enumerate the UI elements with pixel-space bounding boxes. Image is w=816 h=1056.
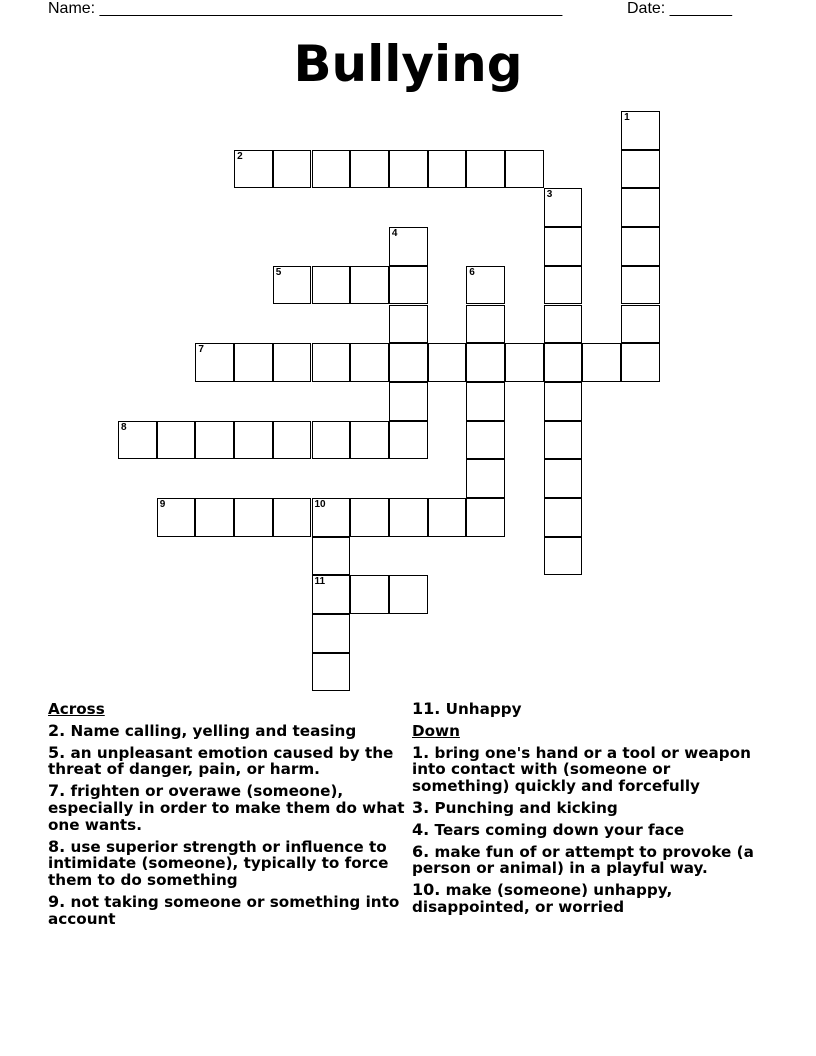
clue-text: Tears coming down your face <box>434 820 685 839</box>
crossword-cell[interactable] <box>350 266 389 305</box>
crossword-cell[interactable] <box>505 150 544 189</box>
crossword-cell[interactable] <box>544 266 583 305</box>
crossword-cell[interactable] <box>582 343 621 382</box>
crossword-cell[interactable] <box>544 537 583 576</box>
crossword-cell[interactable] <box>312 614 351 653</box>
clue-text: frighten or overawe (someone), especially in order to make them do what one wants. <box>48 782 405 834</box>
clue-number: 6. <box>412 841 430 861</box>
clue-text: Unhappy <box>445 700 522 718</box>
cell-number: 4 <box>391 228 398 240</box>
crossword-cell[interactable] <box>389 227 428 266</box>
across-clue <box>48 783 413 833</box>
crossword-cell[interactable] <box>195 343 234 382</box>
crossword-cell[interactable] <box>234 498 273 537</box>
crossword-cell[interactable] <box>312 498 351 537</box>
crossword-cell[interactable] <box>544 188 583 227</box>
clue-text: make (someone) unhappy, disappointed, or worried <box>412 881 673 916</box>
down-clue <box>412 841 772 878</box>
crossword-cell[interactable] <box>428 150 467 189</box>
clue-text: make fun of or attempt to provoke (a person or animal) in a playful way. <box>412 842 754 878</box>
across-clue <box>48 720 413 740</box>
crossword-cell[interactable] <box>312 653 351 692</box>
crossword-cell[interactable] <box>544 382 583 421</box>
cell-number: 10 <box>314 499 326 510</box>
crossword-cell[interactable] <box>389 498 428 537</box>
down-heading: Down <box>412 721 460 740</box>
crossword-cell[interactable] <box>157 421 196 460</box>
crossword-cell[interactable] <box>234 343 273 382</box>
crossword-cell[interactable] <box>273 150 312 189</box>
cell-number: 5 <box>275 266 282 278</box>
crossword-cell[interactable] <box>466 266 505 305</box>
crossword-cell[interactable] <box>428 343 467 382</box>
clue-number: 8. <box>48 836 66 856</box>
cell-number: 9 <box>159 499 166 510</box>
crossword-cell[interactable] <box>544 343 583 382</box>
crossword-cell[interactable] <box>389 305 428 344</box>
cell-number: 6 <box>469 266 475 278</box>
across-clue <box>48 891 413 928</box>
crossword-cell[interactable] <box>312 421 351 460</box>
crossword-cell[interactable] <box>544 305 583 344</box>
crossword-cell[interactable] <box>273 343 312 382</box>
crossword-cell[interactable] <box>234 421 273 460</box>
crossword-cell[interactable] <box>544 459 583 498</box>
clue-number: 2. <box>48 720 66 740</box>
cell-number: 1 <box>624 112 630 123</box>
crossword-cell[interactable] <box>312 537 351 576</box>
clue-number: 4. <box>412 819 430 839</box>
crossword-cell[interactable] <box>350 150 389 189</box>
crossword-cell[interactable] <box>389 575 428 614</box>
across-clue <box>48 742 413 779</box>
clue-number: 9. <box>48 891 66 911</box>
down-clue <box>412 882 772 916</box>
crossword-cell[interactable] <box>389 382 428 421</box>
crossword-cell[interactable] <box>466 305 505 344</box>
crossword-cell[interactable] <box>621 227 660 266</box>
clue-number: 3. <box>412 797 430 817</box>
cell-number: 11 <box>314 576 326 588</box>
clue-number: 7. <box>48 781 66 801</box>
crossword-cell[interactable] <box>466 150 505 189</box>
crossword-cell[interactable] <box>466 459 505 498</box>
clue-number: 5. <box>48 742 66 762</box>
clue-number: 11. <box>412 699 441 718</box>
crossword-cell[interactable] <box>621 111 660 150</box>
crossword-cell[interactable] <box>273 421 312 460</box>
crossword-cell[interactable] <box>621 150 660 189</box>
crossword-cell[interactable] <box>312 343 351 382</box>
across-clues-column <box>48 701 413 933</box>
clue-text: not taking someone or something into account <box>48 892 400 928</box>
crossword-cell[interactable] <box>195 421 234 460</box>
down-clue <box>412 819 772 839</box>
crossword-cell[interactable] <box>350 575 389 614</box>
page-title: Bullying <box>293 35 523 93</box>
crossword-cell[interactable] <box>621 188 660 227</box>
crossword-cell[interactable] <box>350 343 389 382</box>
across-clue <box>412 701 772 718</box>
crossword-cell[interactable] <box>350 498 389 537</box>
crossword-cell[interactable] <box>505 343 544 382</box>
clue-number: 10. <box>412 880 441 900</box>
crossword-cell[interactable] <box>389 266 428 305</box>
crossword-cell[interactable] <box>466 382 505 421</box>
crossword-cell[interactable] <box>118 421 157 460</box>
date-field-label: Date: _______ <box>627 0 732 17</box>
crossword-cell[interactable] <box>544 421 583 460</box>
down-clue <box>412 742 772 796</box>
crossword-cell[interactable] <box>312 266 351 305</box>
across-clue <box>48 836 413 890</box>
cell-number: 3 <box>546 189 553 201</box>
clue-text: an unpleasant emotion caused by the threat of danger, pain, or harm. <box>48 743 394 779</box>
crossword-cell[interactable] <box>466 421 505 460</box>
crossword-cell[interactable] <box>428 498 467 537</box>
clue-text: use superior strength or influence to intimidate (someone), typically to force them to do something <box>48 837 389 890</box>
crossword-cell[interactable] <box>195 498 234 537</box>
crossword-cell[interactable] <box>389 421 428 460</box>
clue-text: Punching and kicking <box>434 798 618 817</box>
crossword-cell[interactable] <box>466 343 505 382</box>
crossword-cell[interactable] <box>544 498 583 537</box>
across-heading: Across <box>48 700 105 718</box>
clue-text: Name calling, yelling and teasing <box>70 721 357 740</box>
cell-number: 7 <box>198 344 204 356</box>
crossword-cell[interactable] <box>621 266 660 305</box>
crossword-cell[interactable] <box>466 498 505 537</box>
clue-text: bring one's hand or a tool or weapon into contact with (someone or something) quickly and forcefully <box>412 743 751 796</box>
crossword-cell[interactable] <box>389 343 428 382</box>
down-clues-column <box>412 701 772 921</box>
crossword-cell[interactable] <box>621 305 660 344</box>
crossword-cell[interactable] <box>273 266 312 305</box>
clue-number: 1. <box>412 742 430 762</box>
crossword-cell[interactable] <box>312 150 351 189</box>
crossword-cell[interactable] <box>350 421 389 460</box>
crossword-cell[interactable] <box>544 227 583 266</box>
cell-number: 8 <box>121 421 127 433</box>
crossword-cell[interactable] <box>234 150 273 189</box>
cell-number: 2 <box>237 150 243 162</box>
crossword-cell[interactable] <box>273 498 312 537</box>
crossword-cell[interactable] <box>389 150 428 189</box>
crossword-cell[interactable] <box>621 343 660 382</box>
crossword-cell[interactable] <box>312 575 351 614</box>
crossword-cell[interactable] <box>157 498 196 537</box>
down-clue <box>412 797 772 817</box>
name-field-label: Name: ____________________________________________________ <box>48 0 563 17</box>
